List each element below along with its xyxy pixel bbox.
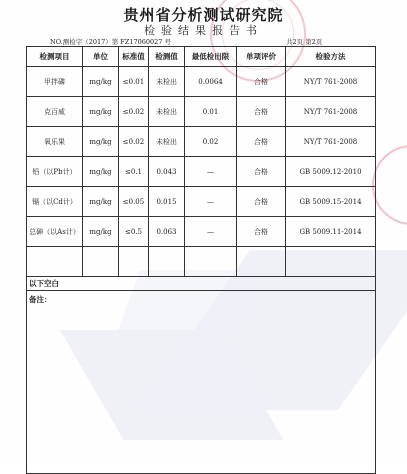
table-row — [27, 217, 376, 247]
cell-method: GB 5009.12-2010 — [286, 157, 376, 187]
cell-method: NY/T 761-2008 — [286, 67, 376, 97]
col-header-evaluation: 单项评价 — [237, 47, 286, 67]
cell-item: 铅（以Pb计） — [27, 157, 83, 187]
cell-standard: ≤0.5 — [119, 217, 149, 247]
cell-standard: ≤0.02 — [119, 97, 149, 127]
cell-value — [149, 247, 185, 277]
cell-standard: ≤0.02 — [119, 127, 149, 157]
cell-evaluation: 合格 — [237, 67, 286, 97]
cell-method: GB 5009.15-2014 — [286, 187, 376, 217]
cell-value: 未检出 — [149, 97, 185, 127]
blank-below-text: 以下空白 — [27, 277, 376, 291]
cell-unit: mg/kg — [83, 187, 119, 217]
remarks-label: 备注： — [27, 291, 376, 474]
page-indicator: 共2页 第2页 — [286, 38, 323, 46]
table-row — [27, 97, 376, 127]
cell-method: NY/T 761-2008 — [286, 127, 376, 157]
cell-method: NY/T 761-2008 — [286, 97, 376, 127]
institute-title: 贵州省分析测试研究院 — [123, 6, 284, 24]
col-header-standard: 标准值 — [119, 47, 149, 67]
cell-unit — [83, 247, 119, 277]
cell-item: 甲拌磷 — [27, 67, 83, 97]
cell-limit: 0.0064 — [185, 67, 237, 97]
col-header-unit: 单位 — [83, 47, 119, 67]
table-header-row — [27, 47, 376, 67]
cell-item: 克百威 — [27, 97, 83, 127]
col-header-value: 检测值 — [149, 47, 185, 67]
cell-limit: — — [185, 217, 237, 247]
report-number: NO.测检字（2017）第 FZ17060027 号 — [50, 38, 171, 46]
report-subtitle: 检验结果报告书 — [144, 24, 263, 37]
cell-item: 总砷（以As计） — [27, 217, 83, 247]
cell-value: 未检出 — [149, 127, 185, 157]
col-header-item: 检测项目 — [27, 47, 83, 67]
cell-unit: mg/kg — [83, 67, 119, 97]
cell-evaluation — [237, 247, 286, 277]
cell-value: 0.043 — [149, 157, 185, 187]
cell-unit: mg/kg — [83, 157, 119, 187]
remarks-row — [27, 291, 376, 474]
cell-evaluation: 合格 — [237, 97, 286, 127]
blank-below-row — [27, 277, 376, 291]
cell-evaluation: 合格 — [237, 127, 286, 157]
table-row — [27, 247, 376, 277]
cell-limit — [185, 247, 237, 277]
table-row — [27, 67, 376, 97]
col-header-method: 检验方法 — [286, 47, 376, 67]
cell-standard: ≤0.05 — [119, 187, 149, 217]
cell-standard: ≤0.01 — [119, 67, 149, 97]
cell-limit: 0.02 — [185, 127, 237, 157]
cell-evaluation: 合格 — [237, 187, 286, 217]
cell-standard — [119, 247, 149, 277]
cell-unit: mg/kg — [83, 217, 119, 247]
cell-value: 0.063 — [149, 217, 185, 247]
cell-item: 氧乐果 — [27, 127, 83, 157]
cell-value: 0.015 — [149, 187, 185, 217]
official-seal-side — [372, 145, 407, 225]
cell-unit: mg/kg — [83, 127, 119, 157]
cell-unit: mg/kg — [83, 97, 119, 127]
cell-limit: — — [185, 187, 237, 217]
cell-method: GB 5009.11-2014 — [286, 217, 376, 247]
table-row — [27, 187, 376, 217]
cell-item: 镉（以Cd计） — [27, 187, 83, 217]
table-row — [27, 157, 376, 187]
table-row — [27, 127, 376, 157]
cell-value: 未检出 — [149, 67, 185, 97]
cell-evaluation: 合格 — [237, 217, 286, 247]
results-table — [26, 46, 376, 474]
cell-item — [27, 247, 83, 277]
cell-limit: — — [185, 157, 237, 187]
cell-limit: 0.01 — [185, 97, 237, 127]
cell-standard: ≤0.1 — [119, 157, 149, 187]
cell-evaluation: 合格 — [237, 157, 286, 187]
col-header-limit: 最低检出限 — [185, 47, 237, 67]
cell-method — [286, 247, 376, 277]
